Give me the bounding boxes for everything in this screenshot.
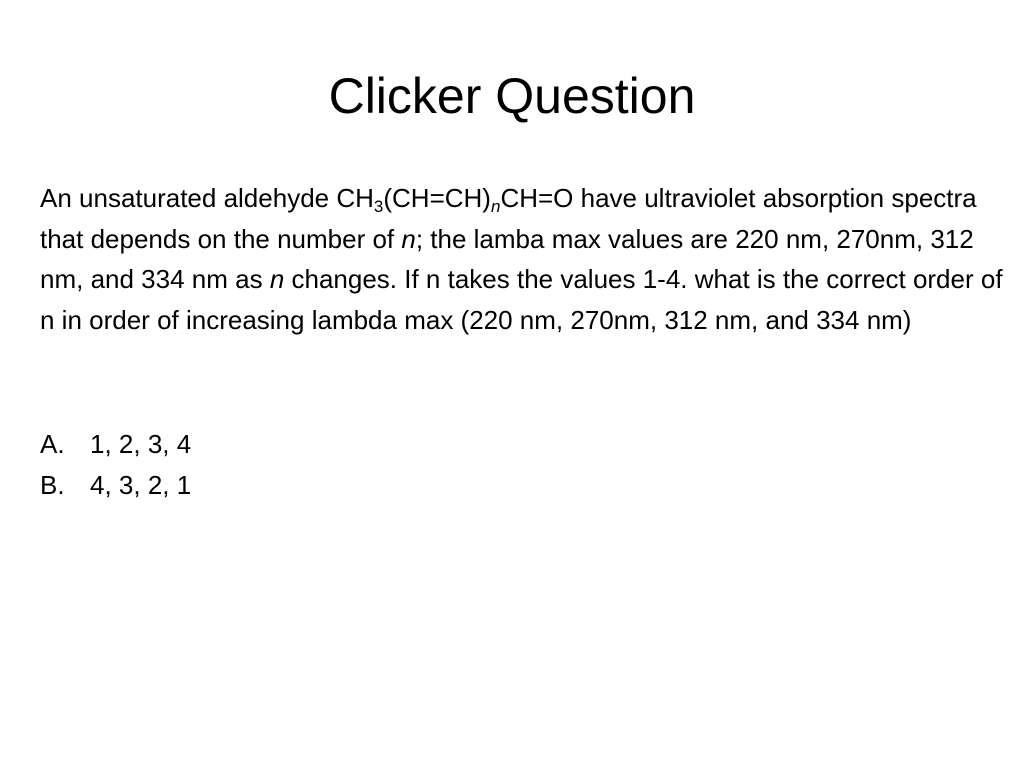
option-b-letter: B.: [40, 469, 65, 500]
option-b: [40, 465, 191, 506]
answer-options: [40, 424, 191, 505]
option-a: [40, 424, 191, 465]
question-text: [40, 178, 1010, 340]
question-part-5: changes. If n takes the values 1-4. what is the correct order of n in order of increasing lambda max (220 nm, 270nm, 312 nm, and 334 nm): [40, 264, 1003, 335]
question-part-2: (CH=CH): [383, 183, 491, 213]
subscript-n: n: [490, 197, 501, 216]
option-a-letter: A.: [40, 429, 65, 459]
option-b-text: 4, 3, 2, 1: [90, 469, 192, 500]
question-part-4: ; the lamba max values are 220 nm, 270nm, 312 nm, and 334 nm as: [40, 223, 974, 294]
question-part-1: An unsaturated aldehyde CH: [40, 183, 374, 213]
subscript-3: 3: [373, 197, 384, 216]
italic-n-2: n: [269, 264, 285, 294]
italic-n-1: n: [401, 223, 416, 254]
question-part-3: CH=O have ultraviolet absorption spectra that depends on the number of: [40, 183, 977, 254]
slide-title: Clicker Question: [328, 68, 696, 124]
option-a-text: 1, 2, 3, 4: [90, 429, 192, 459]
